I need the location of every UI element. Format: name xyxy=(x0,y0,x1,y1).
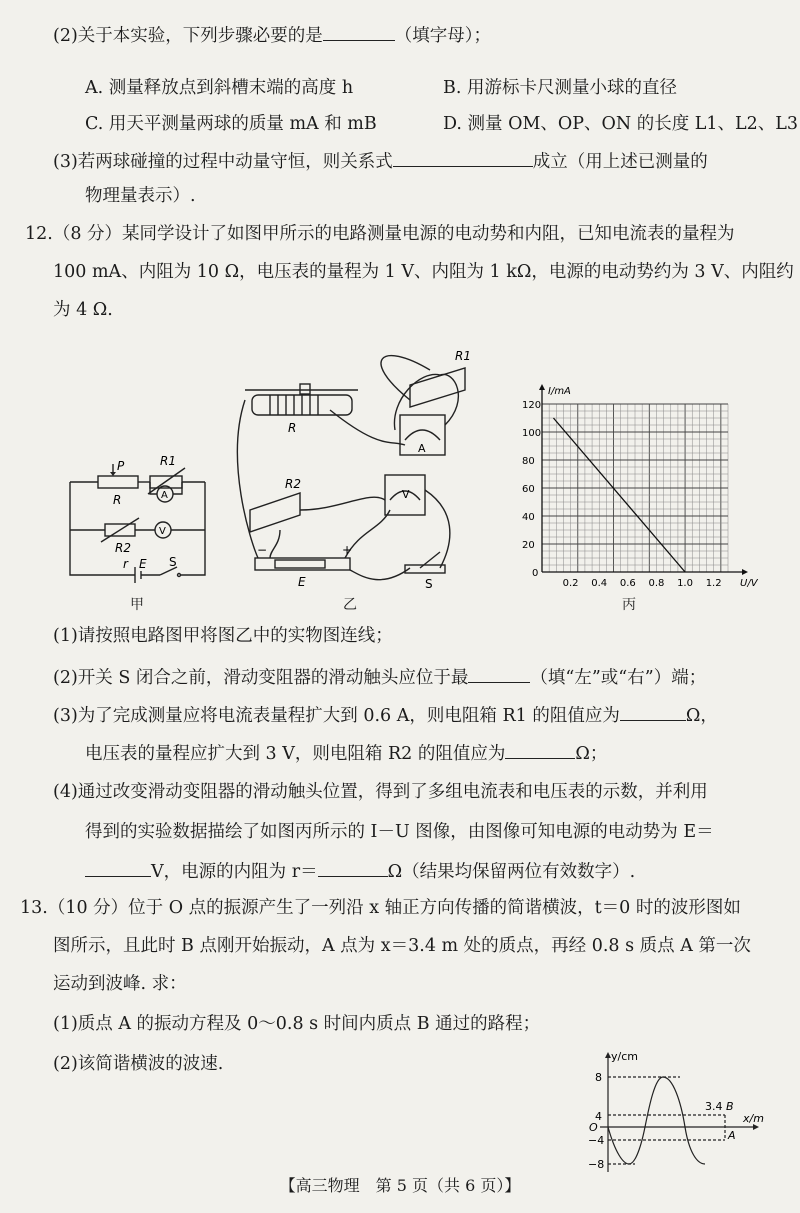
x-axis-arrow-icon xyxy=(742,569,748,575)
answer-blank[interactable] xyxy=(505,740,575,759)
label-s: S xyxy=(425,577,433,591)
wave-x34: 3.4 xyxy=(705,1100,723,1113)
x-axis-label: U/V xyxy=(740,578,758,589)
answer-blank[interactable] xyxy=(620,702,686,721)
wave-figure xyxy=(585,1052,765,1172)
q12-part1: (1)请按照电路图甲将图乙中的实物图连线； xyxy=(53,626,393,646)
wave-yn4: −4 xyxy=(588,1134,605,1147)
y-tick-label: 60 xyxy=(522,484,535,495)
answer-blank[interactable] xyxy=(468,664,530,683)
label-e: E xyxy=(139,557,147,571)
fig-label-yi: 乙 xyxy=(343,597,357,613)
y-axis-label: I/mA xyxy=(548,386,571,397)
circuit-diagram-jia xyxy=(65,450,215,580)
label-s: S xyxy=(169,555,177,569)
q11-option-d: D. 测量 OM、OP、ON 的长度 L1、L2、L3 xyxy=(443,114,799,134)
q12-part2: (2)开关 S 闭合之前，滑动变阻器的滑动触头应位于最 （填“左”或“右”）端； xyxy=(53,664,706,690)
q13-part2: (2)该简谐横波的波速. xyxy=(53,1054,224,1074)
answer-blank[interactable] xyxy=(323,22,395,41)
x-tick-label: 0.6 xyxy=(619,578,636,589)
q11-part3: (3)若两球碰撞的过程中动量守恒，则关系式 成立（用上述已测量的 xyxy=(53,148,708,174)
y-tick-label: 80 xyxy=(522,456,535,467)
q12-stem-3: 为 4 Ω. xyxy=(53,300,113,320)
label-p: P xyxy=(117,459,125,473)
y-tick-label: 40 xyxy=(522,512,535,523)
q11-part3-cont: 物理量表示）. xyxy=(85,186,196,206)
q13-stem-3: 运动到波峰. 求： xyxy=(53,974,187,994)
label-r: R xyxy=(113,493,122,507)
y-tick-label: 20 xyxy=(522,540,535,551)
fig-label-bing: 丙 xyxy=(622,597,636,613)
q11-option-b: B. 用游标卡尺测量小球的直径 xyxy=(443,78,677,98)
ammeter-symbol: A xyxy=(161,490,168,501)
q12-part4-answers: V，电源的内阻为 r＝ Ω（结果均保留两位有效数字）. xyxy=(85,858,635,884)
y-tick-label: 120 xyxy=(522,400,542,411)
q12-part4-cont: 得到的实验数据描绘了如图丙所示的 I－U 图像，由图像可知电源的电动势为 E＝ xyxy=(85,822,714,842)
fig-label-jia: 甲 xyxy=(130,597,144,613)
q11-option-a: A. 测量释放点到斜槽末端的高度 h xyxy=(85,78,354,98)
label-e: E xyxy=(298,575,306,589)
q13-stem-1: 13.（10 分）位于 O 点的振源产生了一列沿 x 轴正方向传播的简谐横波，t＝0 时的波形图如 xyxy=(20,898,741,918)
x-tick-label: 0.2 xyxy=(562,578,579,589)
answer-blank[interactable] xyxy=(85,858,151,877)
page-footer: 【高三物理 第 5 页（共 6 页）】 xyxy=(279,1176,521,1195)
q12-stem-1: 12.（8 分）某同学设计了如图甲所示的电路测量电源的电动势和内阻，已知电流表的量程为 xyxy=(25,224,735,244)
voltmeter-label: V xyxy=(402,488,410,501)
wave-curve xyxy=(608,1077,705,1164)
apparatus-figure-yi xyxy=(240,340,471,591)
origin-label: 0 xyxy=(532,568,539,579)
wave-point-a: A xyxy=(728,1129,736,1142)
wave-ylabel: y/cm xyxy=(611,1050,638,1063)
x-tick-label: 1.0 xyxy=(677,578,693,589)
q11-option-c: C. 用天平测量两球的质量 mA 和 mB xyxy=(85,114,377,134)
voltmeter-symbol: V xyxy=(159,526,166,537)
label-r2: R2 xyxy=(285,477,301,491)
label-r2: R2 xyxy=(115,541,131,555)
x-tick-label: 0.4 xyxy=(591,578,608,589)
answer-blank[interactable] xyxy=(393,148,533,167)
q13-stem-2: 图所示，且此时 B 点刚开始振动，A 点为 x＝3.4 m 处的质点，再经 0.8 s 质点 A 第一次 xyxy=(53,936,751,956)
wave-yn8: −8 xyxy=(588,1158,605,1171)
iu-graph-bing xyxy=(520,386,758,590)
q12-part3: (3)为了完成测量应将电流表量程扩大到 0.6 A，则电阻箱 R1 的阻值应为 Ω， xyxy=(53,702,718,728)
wave-y8: 8 xyxy=(595,1071,602,1084)
label-r: R xyxy=(288,421,297,435)
rheostat-slider[interactable] xyxy=(300,384,310,394)
wave-xlabel: x/m xyxy=(743,1112,764,1125)
y-axis-arrow-icon xyxy=(539,384,545,390)
q12-stem-2: 100 mA、内阻为 10 Ω，电压表的量程为 1 V、内阻为 1 kΩ，电源的电动势约为 3 V、内阻约 xyxy=(53,262,794,282)
label-small-r: r xyxy=(123,557,128,571)
x-tick-label: 1.2 xyxy=(705,578,722,589)
q13-part1: (1)质点 A 的振动方程及 0～0.8 s 时间内质点 B 通过的路程； xyxy=(53,1014,541,1034)
x-tick-label: 0.8 xyxy=(648,578,665,589)
wave-origin: O xyxy=(589,1121,598,1134)
ammeter-label: A xyxy=(418,442,426,455)
battery-minus: − xyxy=(257,543,268,557)
answer-blank[interactable] xyxy=(318,858,388,877)
wave-y4: 4 xyxy=(595,1110,602,1123)
battery-plus: + xyxy=(342,543,353,557)
label-r1: R1 xyxy=(160,454,176,468)
wave-point-b: B xyxy=(726,1100,734,1113)
rheostat-coil xyxy=(270,395,318,415)
label-r1: R1 xyxy=(455,349,471,363)
q12-part3-cont: 电压表的量程应扩大到 3 V，则电阻箱 R2 的阻值应为 Ω； xyxy=(85,740,607,766)
q11-part2: (2)关于本实验，下列步骤必要的是 （填字母）； xyxy=(53,22,491,48)
y-tick-label: 100 xyxy=(522,428,542,439)
q12-part4: (4)通过改变滑动变阻器的滑动触头位置，得到了多组电流表和电压表的示数，并利用 xyxy=(53,782,708,802)
